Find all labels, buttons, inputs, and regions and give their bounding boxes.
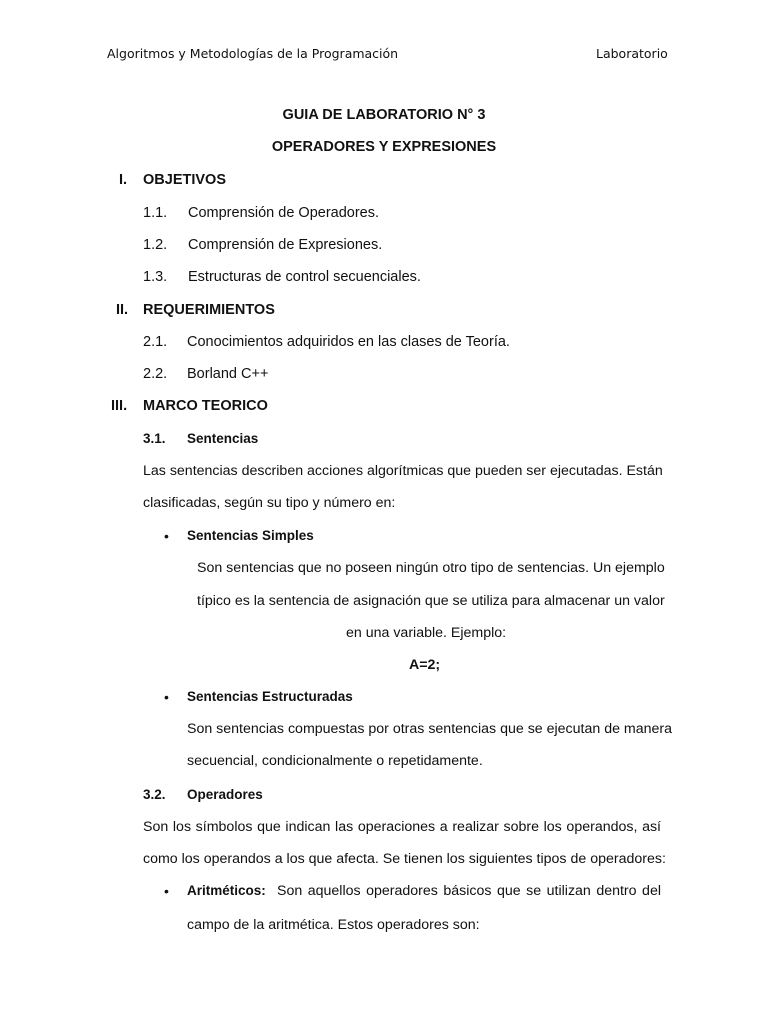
bullet-icon: •: [164, 689, 169, 705]
paragraph-line: Son sentencias compuestas por otras sentencias que se ejecutan de manera: [187, 721, 673, 737]
bullet-icon: •: [164, 528, 169, 544]
paragraph-line: Son los símbolos que indican las operaciones a realizar sobre los operandos, así: [143, 819, 661, 835]
list-item-number: 1.3.: [143, 269, 168, 285]
bullet-heading: Aritméticos:: [187, 883, 266, 898]
header-course-title: Algoritmos y Metodologías de la Programación: [107, 46, 399, 61]
bullet-icon: •: [164, 883, 169, 899]
document-subtitle: OPERADORES Y EXPRESIONES: [271, 139, 497, 155]
paragraph-line: típico es la sentencia de asignación que se utiliza para almacenar un valor: [197, 593, 665, 609]
list-item-number: 2.1.: [143, 334, 168, 350]
section-heading: MARCO TEORICO: [143, 398, 268, 414]
paragraph-line: en una variable. Ejemplo:: [346, 625, 507, 641]
paragraph-line: Las sentencias describen acciones algorítmicas que pueden ser ejecutadas. Están: [143, 463, 663, 479]
subsection-number: 3.1.: [143, 431, 166, 446]
document-title: GUIA DE LABORATORIO N° 3: [282, 107, 486, 123]
list-item-text: Conocimientos adquiridos en las clases de Teoría.: [187, 334, 510, 350]
code-example: A=2;: [409, 657, 441, 673]
subsection-heading: Operadores: [187, 787, 263, 802]
paragraph-line: campo de la aritmética. Estos operadores son:: [187, 917, 480, 933]
header-section-label: Laboratorio: [596, 46, 668, 61]
paragraph-line: secuencial, condicionalmente o repetidamente.: [187, 753, 483, 769]
subsection-heading: Sentencias: [187, 431, 259, 446]
section-numeral: III.: [111, 398, 128, 414]
list-item-text: Comprensión de Expresiones.: [188, 237, 383, 253]
subsection-number: 3.2.: [143, 787, 166, 802]
paragraph-line: clasificadas, según su tipo y número en:: [143, 495, 396, 511]
list-item-number: 2.2.: [143, 366, 168, 382]
bullet-heading: Sentencias Simples: [187, 528, 314, 543]
bullet-heading: Sentencias Estructuradas: [187, 689, 353, 704]
list-item-number: 1.2.: [143, 237, 168, 253]
section-numeral: II.: [116, 302, 129, 318]
section-heading: REQUERIMIENTOS: [143, 302, 275, 318]
paragraph-line: Son aquellos operadores básicos que se utilizan dentro del: [277, 883, 661, 899]
list-item-text: Comprensión de Operadores.: [188, 205, 380, 221]
list-item-text: Borland C++: [187, 366, 269, 382]
list-item-text: Estructuras de control secuenciales.: [188, 269, 421, 285]
paragraph-line: Son sentencias que no poseen ningún otro tipo de sentencias. Un ejemplo: [197, 560, 665, 576]
list-item-number: 1.1.: [143, 205, 168, 221]
section-numeral: I.: [119, 172, 128, 188]
section-heading: OBJETIVOS: [143, 172, 226, 188]
paragraph-line: como los operandos a los que afecta. Se tienen los siguientes tipos de operadores:: [143, 851, 666, 867]
